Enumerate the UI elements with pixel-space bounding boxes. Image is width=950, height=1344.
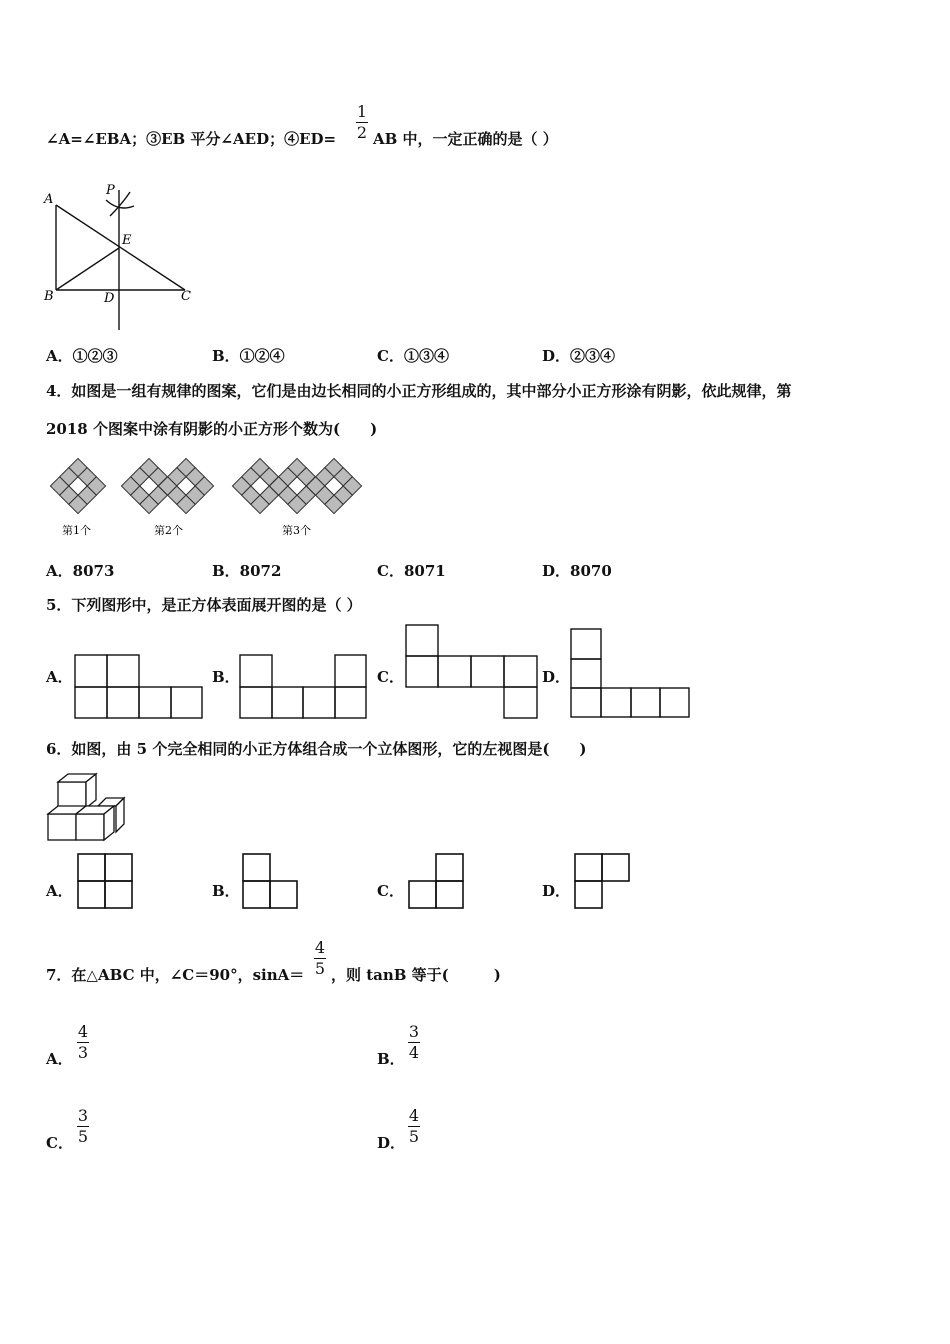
q3-option-c[interactable]: C．①③④	[377, 347, 449, 365]
pattern-3-caption: 第3个	[282, 524, 311, 537]
q6-option-d[interactable]: D．	[542, 882, 571, 900]
q3-fraction-numerator: 1	[356, 102, 368, 121]
q5-option-b[interactable]: B．	[212, 668, 240, 686]
q7-option-c-numerator: 3	[77, 1106, 89, 1125]
q7-option-d[interactable]: D．	[377, 1134, 406, 1152]
q6-view-d	[574, 853, 634, 911]
q7-fraction-numerator: 4	[314, 938, 326, 957]
q4-option-b[interactable]: B．8072	[212, 562, 282, 580]
q3-option-a[interactable]: A．①②③	[46, 347, 118, 365]
label-B: B	[44, 289, 54, 304]
pattern-3	[232, 458, 361, 513]
q3-statement-part2: AB 中，一定正确的是（ ）	[373, 130, 558, 148]
q7-option-c-fraction	[76, 1106, 90, 1147]
q6-text: 6．如图，由 5 个完全相同的小正方体组合成一个立体图形，它的左视图是( )	[46, 740, 587, 758]
q6-view-b	[242, 853, 302, 911]
q6-option-a[interactable]: A．	[46, 882, 73, 900]
pattern-1	[50, 458, 105, 513]
q4-pattern-figure	[44, 455, 384, 550]
q7-text-part1: 7．在△ABC 中，∠C＝90°，sinA＝	[46, 966, 305, 984]
q5-net-b	[239, 654, 369, 720]
label-A: A	[44, 192, 54, 207]
q5-net-a	[74, 654, 204, 720]
q4-text-line1: 4．如图是一组有规律的图案，它们是由边长相同的小正方形组成的，其中部分小正方形涂有阴影，依此规律，第	[46, 382, 792, 400]
q7-option-d-denominator: 5	[408, 1127, 420, 1146]
q7-option-a-numerator: 4	[77, 1022, 89, 1041]
q3-triangle-figure	[40, 180, 210, 330]
q7-option-a-fraction	[76, 1022, 90, 1063]
q3-statement-part1: ∠A=∠EBA；③EB 平分∠AED；④ED=	[46, 130, 337, 148]
q3-fraction	[355, 102, 369, 143]
q7-option-a-denominator: 3	[77, 1043, 89, 1062]
q7-option-d-numerator: 4	[408, 1106, 420, 1125]
q6-cubes-figure	[46, 770, 136, 842]
q5-option-c[interactable]: C．	[377, 668, 404, 686]
q7-option-b-fraction	[407, 1022, 421, 1063]
pattern-1-caption: 第1个	[62, 524, 91, 537]
q6-option-b[interactable]: B．	[212, 882, 240, 900]
q6-view-c	[408, 853, 468, 911]
q4-option-a[interactable]: A．8073	[46, 562, 115, 580]
q3-option-d[interactable]: D．②③④	[542, 347, 616, 365]
q5-option-d[interactable]: D．	[542, 668, 571, 686]
q7-option-b-denominator: 4	[408, 1043, 420, 1062]
q7-option-d-fraction	[407, 1106, 421, 1147]
label-D: D	[104, 291, 115, 306]
q5-net-d	[570, 628, 692, 720]
q7-option-c-denominator: 5	[77, 1127, 89, 1146]
q7-fraction-denominator: 5	[314, 959, 326, 978]
q5-text: 5．下列图形中，是正方体表面展开图的是（ ）	[46, 596, 362, 614]
pattern-2-caption: 第2个	[154, 524, 183, 537]
q7-option-c[interactable]: C．	[46, 1134, 73, 1152]
pattern-2	[121, 458, 213, 513]
q4-option-d[interactable]: D．8070	[542, 562, 612, 580]
q6-option-c[interactable]: C．	[377, 882, 404, 900]
q6-view-a	[77, 853, 137, 911]
q3-option-b[interactable]: B．①②④	[212, 347, 285, 365]
q4-text-line2: 2018 个图案中涂有阴影的小正方形个数为( )	[46, 420, 378, 438]
label-E: E	[122, 233, 132, 248]
q3-fraction-denominator: 2	[356, 123, 368, 142]
q7-fraction	[313, 938, 327, 979]
q5-option-a[interactable]: A．	[46, 668, 73, 686]
q5-net-c	[405, 624, 545, 720]
label-P: P	[106, 183, 115, 198]
q7-option-a[interactable]: A．	[46, 1050, 73, 1068]
q7-option-b-numerator: 3	[408, 1022, 420, 1041]
label-C: C	[181, 289, 191, 304]
q7-text-part2: ，则 tanB 等于( )	[331, 966, 501, 984]
q7-option-b[interactable]: B．	[377, 1050, 405, 1068]
q4-option-c[interactable]: C．8071	[377, 562, 446, 580]
